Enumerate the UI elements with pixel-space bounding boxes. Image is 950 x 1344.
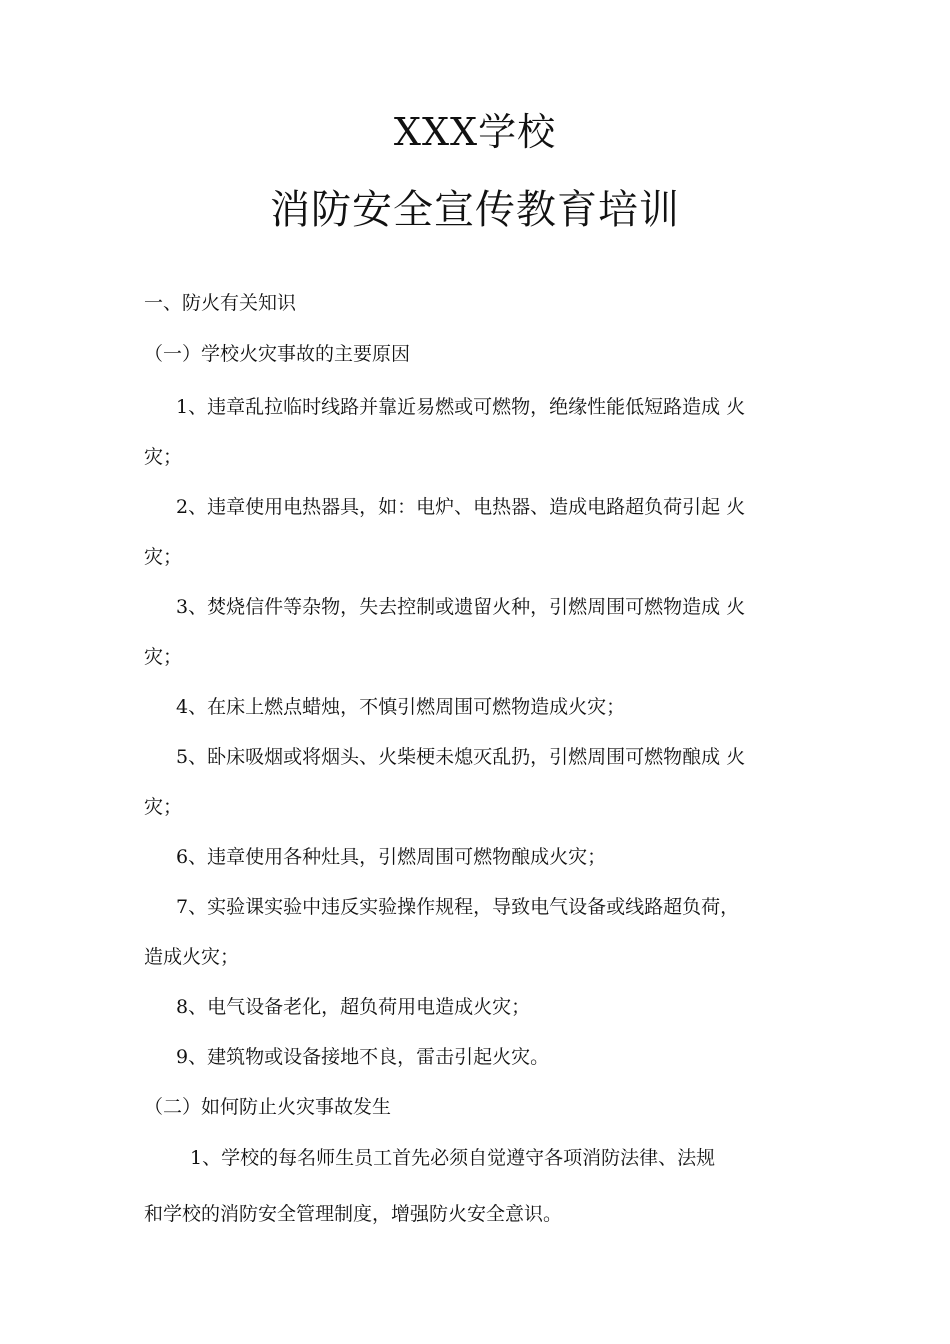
list-item-line: 1、学校的每名师生员工首先必须自觉遵守各项消防法律、法规 xyxy=(190,1147,716,1169)
list-item-continuation: 造成火灾； xyxy=(144,946,240,968)
list-item-line: 4、在床上燃点蜡烛，不慎引燃周围可燃物造成火灾； xyxy=(176,696,626,718)
list-item-line: 5、卧床吸烟或将烟头、火柴梗未熄灭乱扔，引燃周围可燃物酿成 火 xyxy=(176,746,746,768)
list-item-continuation: 灾； xyxy=(144,646,183,668)
section-heading: 一、防火有关知识 xyxy=(144,292,297,314)
list-item-line: 9、建筑物或设备接地不良，雷击引起火灾。 xyxy=(176,1046,550,1068)
list-item-line: 2、违章使用电热器具，如：电炉、电热器、造成电路超负荷引起 火 xyxy=(176,496,746,518)
school-title: XXX学校 xyxy=(393,110,557,154)
list-item-continuation: 灾； xyxy=(144,796,183,818)
list-item-line: 7、实验课实验中违反实验操作规程，导致电气设备或线路超负荷， xyxy=(176,896,740,918)
subsection-heading: （二）如何防止火灾事故发生 xyxy=(144,1096,392,1118)
list-item-line: 1、违章乱拉临时线路并靠近易燃或可燃物，绝缘性能低短路造成 火 xyxy=(176,396,746,418)
list-item-continuation: 灾； xyxy=(144,446,183,468)
list-item-line: 8、电气设备老化，超负荷用电造成火灾； xyxy=(176,996,531,1018)
document-title: 消防安全宣传教育培训 xyxy=(270,187,680,233)
list-item-continuation: 灾； xyxy=(144,546,183,568)
list-item-line: 3、焚烧信件等杂物，失去控制或遗留火种，引燃周围可燃物造成 火 xyxy=(176,596,746,618)
list-item-line: 6、违章使用各种灶具，引燃周围可燃物酿成火灾； xyxy=(176,846,607,868)
subsection-heading: （一）学校火灾事故的主要原因 xyxy=(144,343,411,365)
list-item-continuation: 和学校的消防安全管理制度，增强防火安全意识。 xyxy=(144,1203,563,1225)
